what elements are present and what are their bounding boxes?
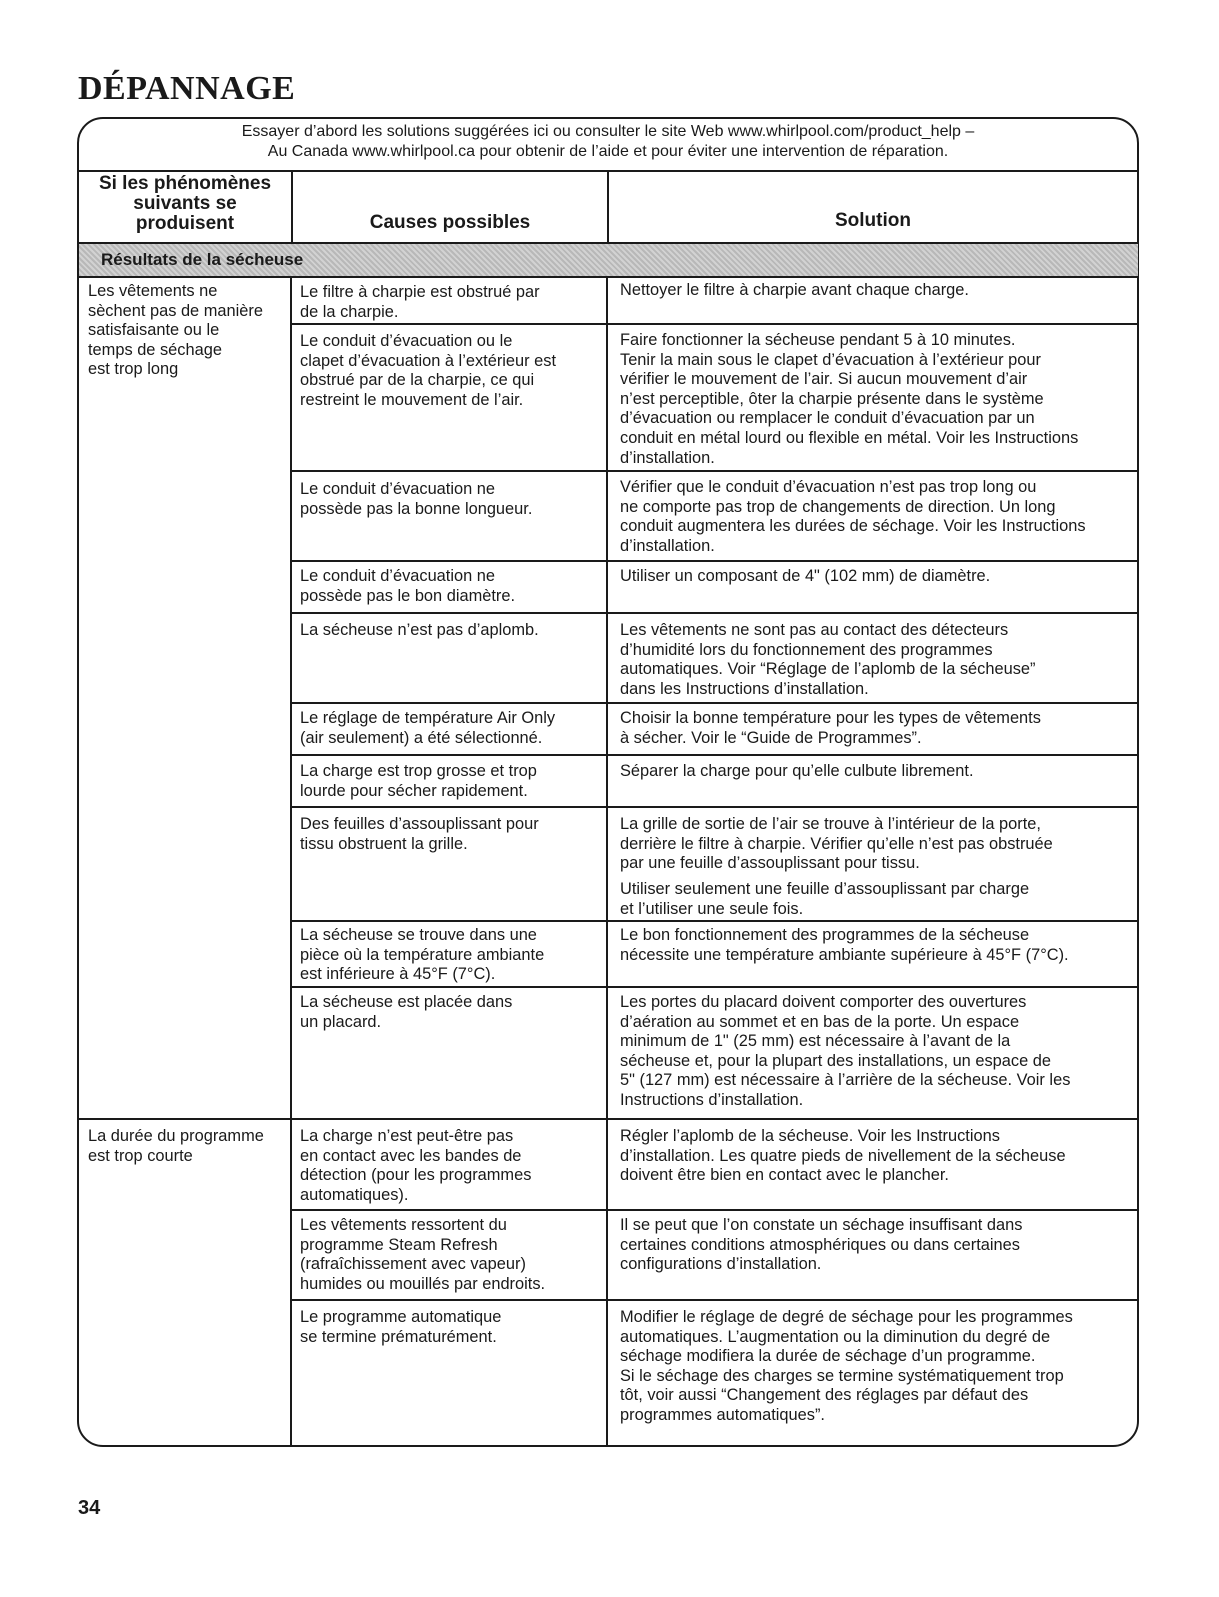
solution-cell: Choisir la bonne température pour les types de vêtements à sécher. Voir le “Guide de Programmes”.	[620, 709, 1041, 747]
cause-cell: Des feuilles d’assouplissant pour tissu obstruent la grille.	[300, 815, 539, 853]
solution-cell: Modifier le réglage de degré de séchage pour les programmes automatiques. L’augmentation ou la diminution du degré de séchage modifiera la durée de séchage d’un programme. Si le séchage des charges se termine systématiquement trop tôt, voir aussi “Changement des réglages par défaut des programmes automatiques”.	[620, 1308, 1073, 1424]
page-number: 34	[78, 1497, 101, 1519]
cause-cell: Le conduit d’évacuation ou le clapet d’évacuation à l’extérieur est obstrué par de la charpie, ce qui restreint le mouvement de l’air.	[300, 332, 557, 409]
cause-cell: La sécheuse se trouve dans une pièce où la température ambiante est inférieure à 45°F (7°C).	[300, 926, 545, 984]
cause-cell: La charge n’est peut-être pas en contact avec les bandes de détection (pour les programmes automatiques).	[300, 1127, 532, 1204]
row-divider	[291, 1209, 1138, 1211]
row-divider	[291, 702, 1138, 704]
row-divider	[291, 560, 1138, 562]
cause-cell: La charge est trop grosse et trop lourde pour sécher rapidement.	[300, 762, 537, 800]
intro-line-2: Au Canada www.whirlpool.ca pour obtenir de l’aide et pour éviter une intervention de réparation.	[267, 143, 949, 160]
header-cause: Causes possibles	[291, 170, 607, 242]
solution-cell: Faire fonctionner la sécheuse pendant 5 à 10 minutes. Tenir la main sous le clapet d’évacuation à l’extérieur pour vérifier le mouvement de l’air. Si aucun mouvement d’air n’est perceptible, ôter la charpie présente dans le système d’évacuation ou remplacer le conduit d’évacuation par un conduit en métal lourd ou flexible en métal. Voir les Instructions d’installation.	[620, 331, 1079, 467]
solution-cell: Les portes du placard doivent comporter des ouvertures d’aération au sommet et en bas de la porte. Un espace minimum de 1" (25 mm) est nécessaire à l’avant de la sécheuse et, pour la plupart des installations, un espace de 5" (127 mm) est nécessaire à l’arrière de la sécheuse. Voir les Instructions d’installation.	[620, 993, 1071, 1109]
symptom-cell: Les vêtements ne sèchent pas de manière satisfaisante ou le temps de séchage est trop long	[88, 282, 263, 379]
intro-line-1: Essayer d’abord les solutions suggérées ici ou consulter le site Web www.whirlpool.com/product_help –	[241, 123, 975, 140]
row-divider	[291, 1299, 1138, 1301]
header-symptom: Si les phénomènes suivants se produisent	[79, 170, 291, 242]
solution-cell: Séparer la charge pour qu’elle culbute librement.	[620, 762, 974, 780]
cause-cell: Le conduit d’évacuation ne possède pas le bon diamètre.	[300, 567, 516, 605]
cause-cell: La sécheuse est placée dans un placard.	[300, 993, 513, 1031]
page-title: DÉPANNAGE	[78, 70, 296, 107]
cause-cell: Le conduit d’évacuation ne possède pas la bonne longueur.	[300, 480, 533, 518]
solution-cell: Le bon fonctionnement des programmes de la sécheuse nécessite une température ambiante supérieure à 45°F (7°C).	[620, 926, 1069, 964]
cause-cell: Le réglage de température Air Only (air seulement) a été sélectionné.	[300, 709, 556, 747]
solution-cell: Vérifier que le conduit d’évacuation n’est pas trop long ou ne comporte pas trop de changements de direction. Un long conduit augmentera les durées de séchage. Voir les Instructions d’installation.	[620, 478, 1086, 555]
solution-cell: Utiliser un composant de 4" (102 mm) de diamètre.	[620, 567, 991, 585]
row-divider	[291, 323, 1138, 325]
column-divider	[290, 278, 292, 1446]
column-divider	[606, 278, 608, 1446]
row-divider	[291, 920, 1138, 922]
solution-cell: Les vêtements ne sont pas au contact des détecteurs d’humidité lors du fonctionnement des programmes automatiques. Voir “Réglage de l’aplomb de la sécheuse” dans les Instructions d’installation.	[620, 621, 1036, 698]
row-divider	[291, 470, 1138, 472]
solution-cell: Nettoyer le filtre à charpie avant chaque charge.	[620, 281, 969, 299]
solution-cell: La grille de sortie de l’air se trouve à l’intérieur de la porte, derrière le filtre à charpie. Vérifier qu’elle n’est pas obstruée par une feuille d’assouplissant pour tissu.	[620, 815, 1053, 873]
section-title: Résultats de la sécheuse	[101, 250, 304, 269]
cause-cell: Le programme automatique se termine prématurément.	[300, 1308, 502, 1346]
cause-cell: Les vêtements ressortent du programme Steam Refresh (rafraîchissement avec vapeur) humides ou mouillés par endroits.	[300, 1216, 546, 1293]
row-divider	[291, 806, 1138, 808]
symptom-cell: La durée du programme est trop courte	[88, 1127, 264, 1165]
row-divider	[291, 612, 1138, 614]
cause-cell: La sécheuse n’est pas d’aplomb.	[300, 621, 539, 639]
solution-cell: Régler l’aplomb de la sécheuse. Voir les Instructions d’installation. Les quatre pieds de nivellement de la sécheuse doivent être bien en contact avec le plancher.	[620, 1127, 1066, 1185]
row-divider	[291, 986, 1138, 988]
group-divider	[79, 1118, 1138, 1120]
section-banner	[79, 242, 1138, 278]
solution-cell: Il se peut que l’on constate un séchage insuffisant dans certaines conditions atmosphériques ou dans certaines configurations d’installation.	[620, 1216, 1023, 1274]
cause-cell: Le filtre à charpie est obstrué par de la charpie.	[300, 283, 540, 321]
row-divider	[291, 754, 1138, 756]
solution-cell-extra: Utiliser seulement une feuille d’assouplissant par charge et l’utiliser une seule fois.	[620, 880, 1030, 918]
header-solution: Solution	[607, 170, 1137, 242]
